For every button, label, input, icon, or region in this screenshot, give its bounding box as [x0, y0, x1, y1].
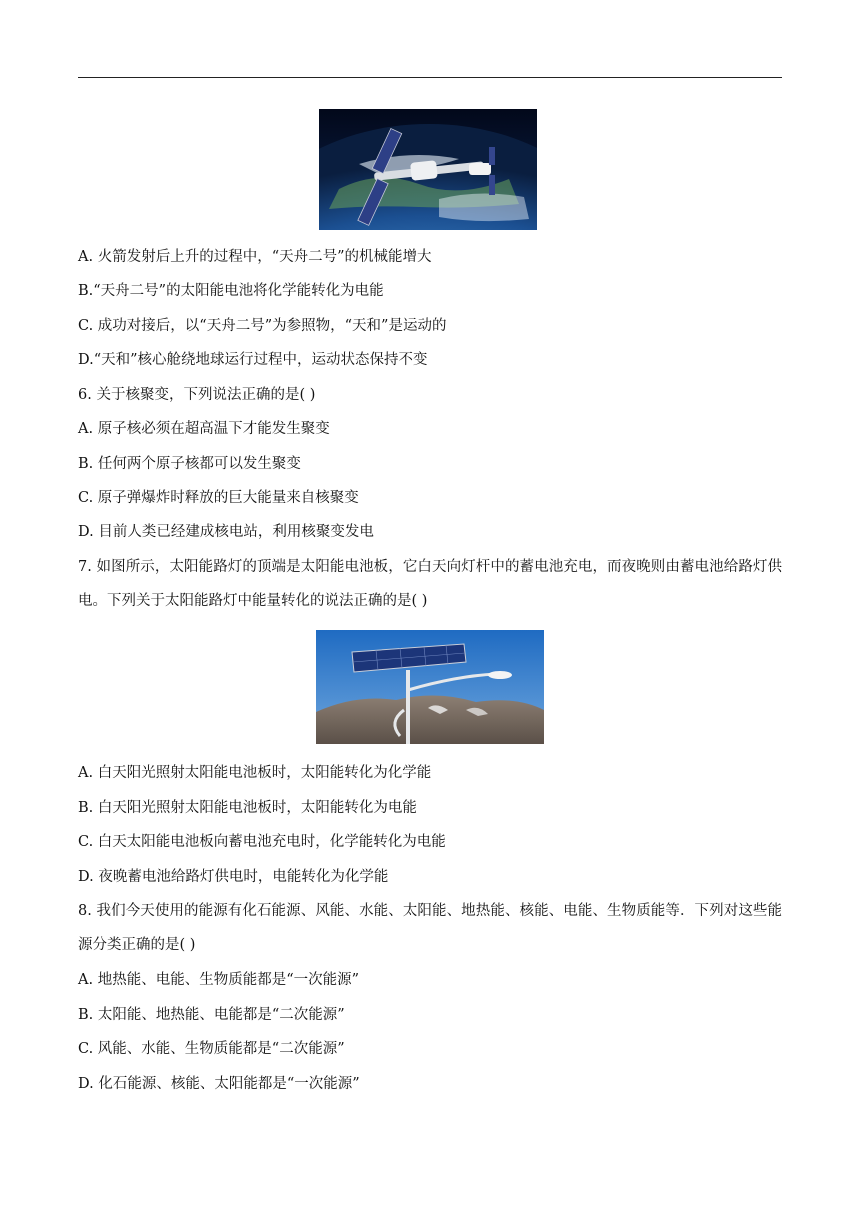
- q6-option-a: A. 原子核必须在超高温下才能发生聚变: [78, 421, 330, 437]
- q7-option-d: D. 夜晚蓄电池给路灯供电时，电能转化为化学能: [78, 869, 389, 885]
- q5-option-b: B.“天舟二号”的太阳能电池将化学能转化为电能: [78, 283, 384, 299]
- q8-option-b: B. 太阳能、地热能、电能都是“二次能源”: [78, 1007, 345, 1023]
- q7-stem: 7. 如图所示，太阳能路灯的顶端是太阳能电池板，它白天向灯杆中的蓄电池充电，而夜晚则由蓄电池给路灯供电。下列关于太阳能路灯中能量转化的说法正确的是( ): [78, 559, 782, 609]
- q8-option-a: A. 地热能、电能、生物质能都是“一次能源”: [78, 972, 360, 988]
- q5-option-c: C. 成功对接后，以“天舟二号”为参照物，“天和”是运动的: [78, 318, 447, 334]
- q6-option-d: D. 目前人类已经建成核电站，利用核聚变发电: [78, 524, 374, 540]
- q7-option-c: C. 白天太阳能电池板向蓄电池充电时，化学能转化为电能: [78, 834, 446, 850]
- q8-option-c: C. 风能、水能、生物质能都是“二次能源”: [78, 1041, 345, 1057]
- q6-stem: 6. 关于核聚变，下列说法正确的是( ): [78, 387, 316, 403]
- q8-stem: 8. 我们今天使用的能源有化石能源、风能、水能、太阳能、地热能、核能、电能、生物质能等．下列对这些能源分类正确的是( ): [78, 903, 782, 953]
- solar-street-lamp-image: [316, 630, 544, 744]
- header-rule: [78, 77, 782, 78]
- q6-option-c: C. 原子弹爆炸时释放的巨大能量来自核聚变: [78, 490, 359, 506]
- space-station-image: [319, 109, 537, 230]
- q5-option-d: D.“天和”核心舱绕地球运行过程中，运动状态保持不变: [78, 352, 428, 368]
- q8-option-d: D. 化石能源、核能、太阳能都是“一次能源”: [78, 1076, 360, 1092]
- q7-option-b: B. 白天阳光照射太阳能电池板时，太阳能转化为电能: [78, 800, 417, 816]
- q7-option-a: A. 白天阳光照射太阳能电池板时，太阳能转化为化学能: [78, 765, 432, 781]
- q6-option-b: B. 任何两个原子核都可以发生聚变: [78, 456, 301, 472]
- q5-option-a: A. 火箭发射后上升的过程中，“天舟二号”的机械能增大: [78, 249, 432, 265]
